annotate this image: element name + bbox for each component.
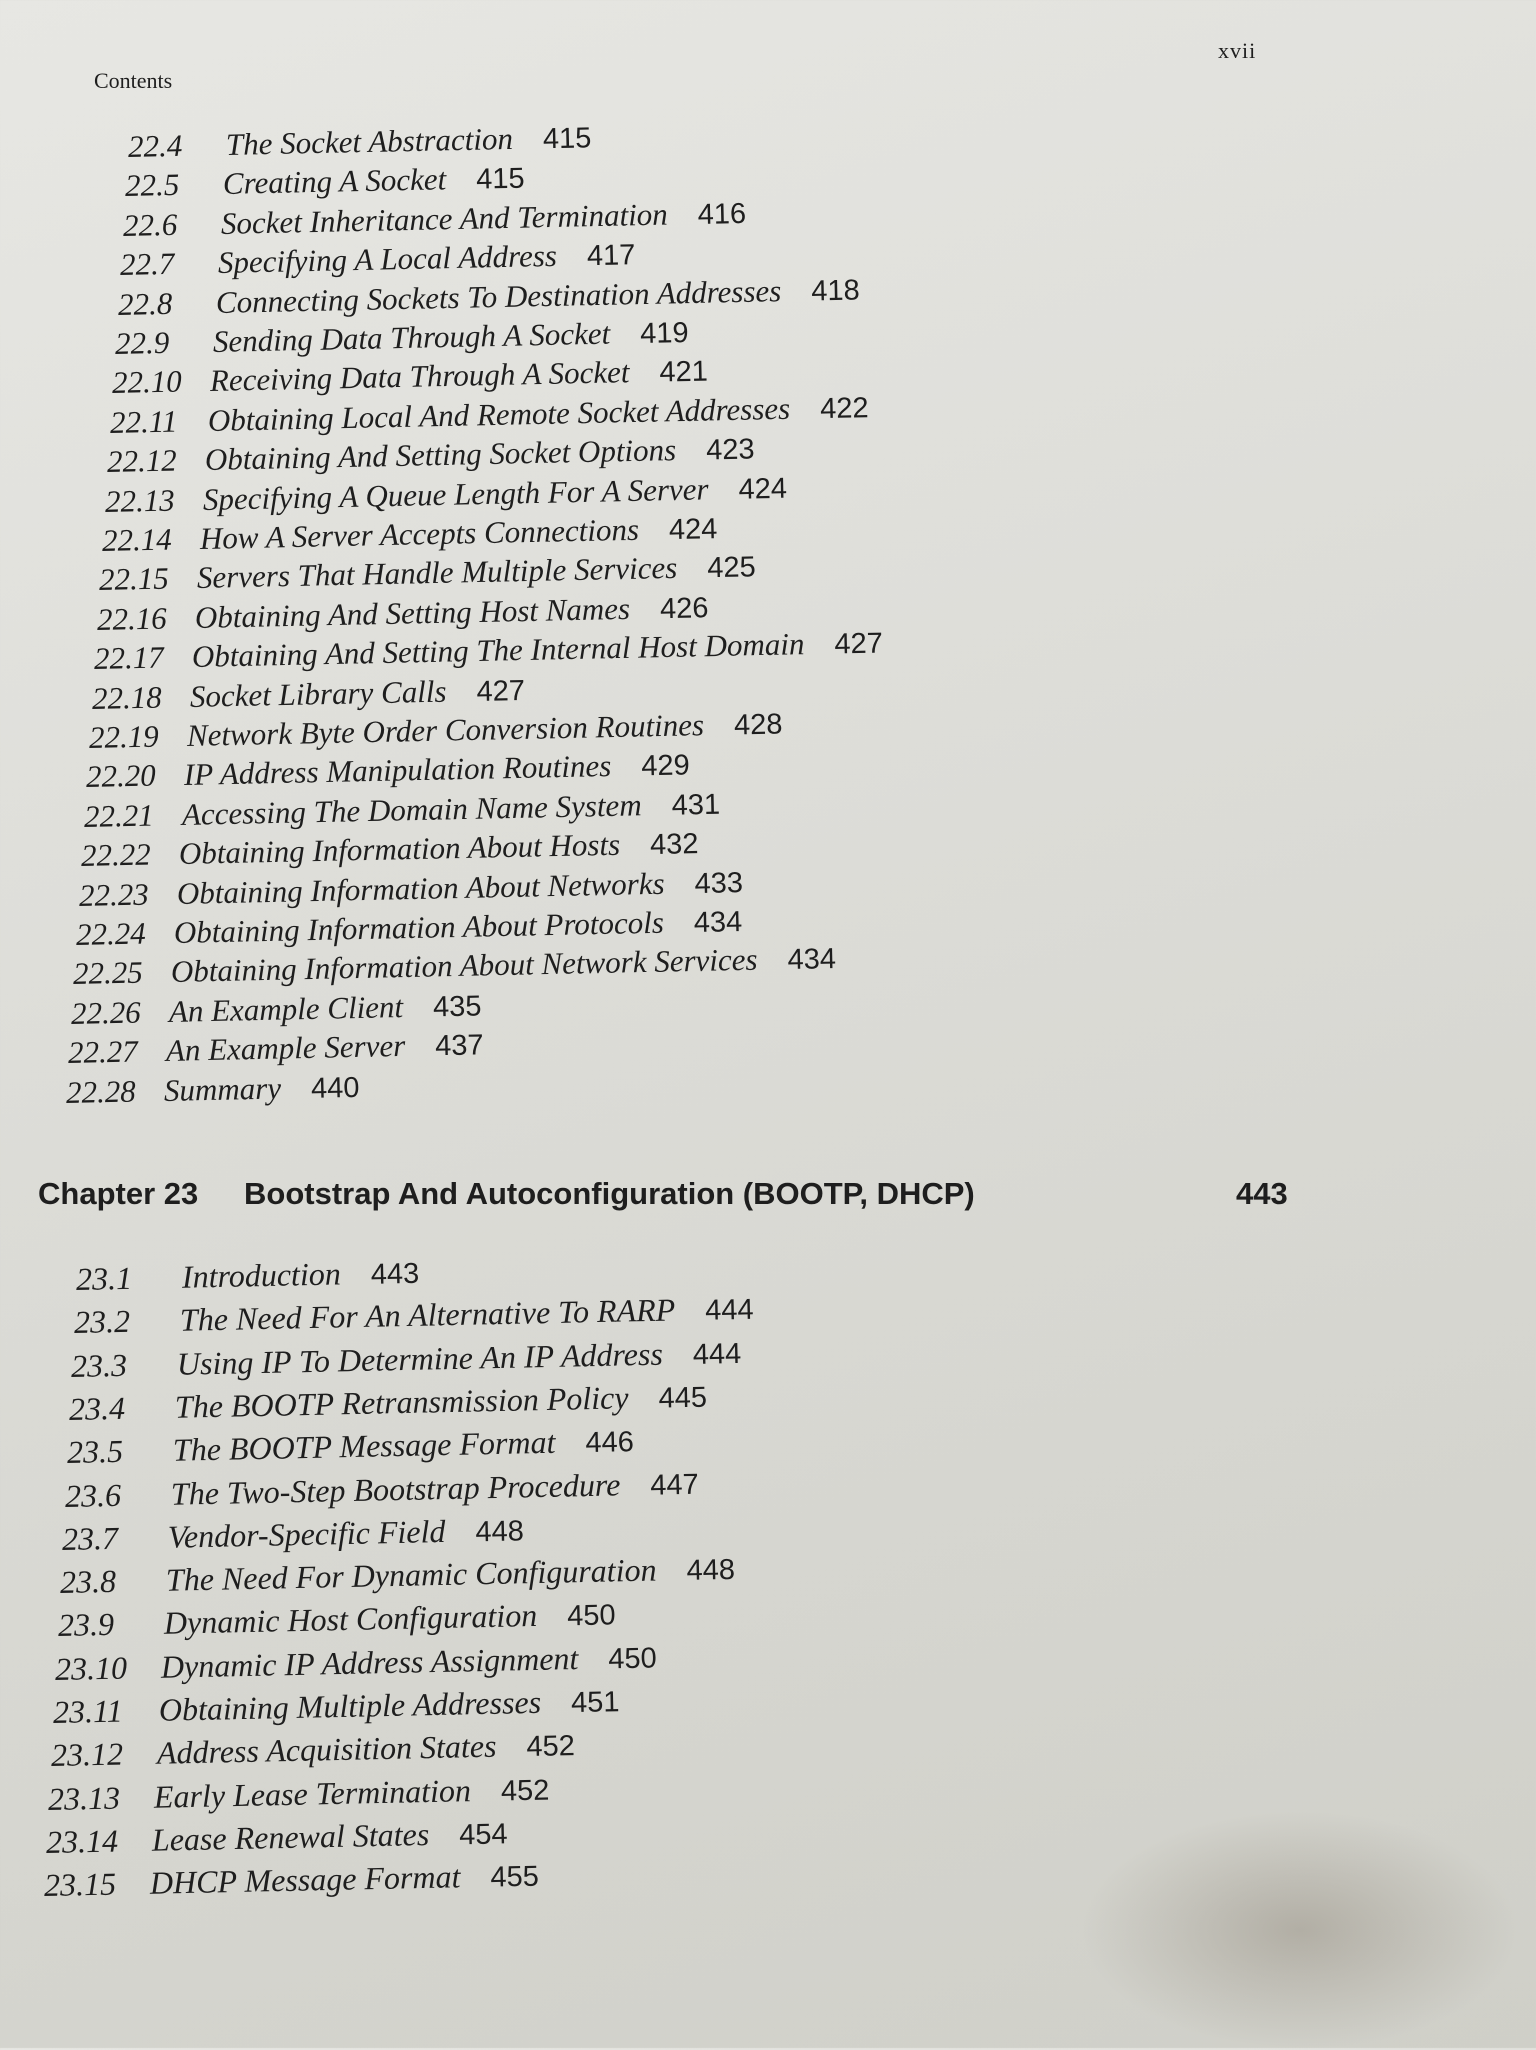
section-number: 23.7	[61, 1519, 119, 1557]
section-number: 23.5	[66, 1433, 124, 1471]
section-number: 22.14	[101, 521, 173, 558]
section-number: 22.20	[86, 757, 157, 795]
section-number: 23.9	[57, 1606, 114, 1644]
section-number: 22.23	[78, 876, 149, 913]
section-title: Specifying A Queue Length For A Server	[202, 470, 709, 517]
section-page: 422	[819, 391, 869, 425]
section-page: 454	[458, 1818, 509, 1852]
section-number: 22.4	[127, 127, 183, 164]
section-page: 448	[686, 1553, 736, 1587]
section-number: 22.6	[122, 206, 178, 243]
section-number: 23.3	[70, 1346, 128, 1384]
toc-entry	[71, 1335, 742, 1385]
section-number: 23.6	[64, 1476, 121, 1514]
running-head: Contents	[94, 68, 173, 93]
section-title: Obtaining And Setting The Internal Host Domain	[191, 626, 805, 675]
section-number: 23.14	[45, 1822, 119, 1860]
section-number: 22.28	[65, 1073, 136, 1110]
section-title: Specifying A Local Address	[217, 238, 558, 281]
section-title: An Example Server	[165, 1028, 406, 1069]
section-page: 427	[834, 627, 884, 661]
section-title: Obtaining Information About Hosts	[178, 826, 621, 872]
section-page: 448	[475, 1515, 525, 1549]
toc-entry	[76, 1255, 420, 1298]
section-title: Connecting Sockets To Destination Addresses	[215, 272, 782, 320]
section-number: 23.13	[47, 1779, 121, 1817]
section-page: 437	[435, 1029, 485, 1063]
section-page: 451	[570, 1686, 620, 1720]
section-title: Obtaining Multiple Addresses	[158, 1683, 542, 1728]
section-page: 416	[697, 197, 747, 231]
section-page: 418	[810, 274, 860, 308]
section-page: 415	[542, 122, 592, 156]
section-title: The BOOTP Message Format	[172, 1423, 556, 1468]
section-title: The Need For Dynamic Configuration	[165, 1551, 657, 1598]
section-title: IP Address Manipulation Routines	[183, 748, 613, 793]
section-page: 444	[704, 1294, 754, 1328]
section-title: Introduction	[181, 1255, 342, 1295]
section-title: Servers That Handle Multiple Services	[196, 550, 679, 596]
toc-entry	[57, 1597, 615, 1645]
section-page: 421	[659, 355, 709, 389]
section-number: 22.15	[99, 560, 170, 598]
toc-entry	[64, 1465, 698, 1514]
section-page: 447	[649, 1468, 699, 1502]
section-page: 415	[476, 163, 526, 197]
toc-entry	[48, 1771, 550, 1817]
section-page: 434	[693, 906, 743, 940]
section-title: Lease Renewal States	[151, 1815, 430, 1858]
section-number: 22.5	[125, 167, 180, 204]
section-page: 450	[566, 1599, 616, 1633]
section-title: Receiving Data Through A Socket	[209, 354, 631, 399]
toc-entry	[69, 1379, 708, 1428]
section-page: 431	[671, 788, 721, 822]
section-page: 444	[692, 1337, 742, 1371]
section-title: Accessing The Domain Name System	[181, 787, 642, 832]
toc-entry	[62, 1512, 525, 1558]
section-number: 23.15	[43, 1865, 117, 1904]
section-title: An Example Client	[168, 988, 404, 1029]
section-title: Creating A Socket	[222, 161, 447, 202]
section-number: 22.13	[104, 482, 175, 519]
section-title: Summary	[163, 1070, 282, 1108]
section-number: 22.8	[117, 285, 173, 322]
section-number: 23.8	[59, 1562, 117, 1601]
toc-entry	[50, 1727, 575, 1774]
section-page: 446	[584, 1426, 634, 1460]
toc-entry	[55, 1639, 657, 1688]
section-number: 23.4	[68, 1389, 126, 1427]
section-title: Address Acquisition States	[156, 1727, 497, 1772]
section-title: Obtaining Local And Remote Socket Addresses	[207, 390, 791, 438]
section-page: 440	[310, 1071, 360, 1105]
section-title: How A Server Accepts Connections	[199, 511, 640, 556]
toc-entry	[73, 1291, 753, 1341]
section-number: 23.2	[73, 1303, 131, 1341]
section-number: 22.18	[91, 679, 162, 716]
section-page: 429	[641, 749, 691, 783]
section-page: 424	[737, 472, 787, 506]
section-title: Obtaining Information About Networks	[176, 865, 665, 911]
section-title: Early Lease Termination	[153, 1771, 472, 1815]
section-number: 22.25	[73, 954, 144, 992]
section-page: 455	[489, 1860, 539, 1894]
section-number: 22.19	[88, 718, 160, 755]
section-page: 419	[639, 316, 689, 350]
section-number: 22.24	[75, 915, 147, 952]
section-title: The Socket Abstraction	[225, 120, 514, 162]
section-title: Dynamic IP Address Assignment	[160, 1639, 579, 1685]
section-number: 22.10	[112, 363, 183, 401]
section-page: 443	[370, 1257, 420, 1291]
section-page: 423	[706, 433, 756, 467]
section-page: 435	[432, 990, 482, 1024]
section-page: 450	[608, 1642, 658, 1676]
section-number: 22.26	[70, 994, 141, 1031]
toc-entry	[43, 1858, 539, 1904]
section-number: 23.10	[54, 1649, 128, 1687]
section-number: 22.17	[93, 639, 165, 677]
section-title: Dynamic Host Configuration	[163, 1597, 538, 1642]
section-title: The BOOTP Retransmission Policy	[174, 1379, 629, 1425]
section-page: 424	[668, 513, 718, 547]
section-number: 22.9	[114, 324, 170, 361]
section-page: 428	[733, 708, 783, 742]
section-page: 434	[787, 943, 837, 977]
toc-entry	[60, 1551, 736, 1601]
section-page: 426	[659, 591, 709, 625]
section-number: 23.12	[50, 1735, 124, 1774]
section-title: Socket Inheritance And Termination	[220, 196, 668, 241]
section-title: The Two-Step Bootstrap Procedure	[170, 1465, 621, 1512]
section-page: 452	[525, 1730, 575, 1764]
toc-entry	[53, 1683, 620, 1731]
toc-entry	[66, 1423, 634, 1471]
section-page: 432	[649, 828, 700, 862]
chapter-page: 443	[1236, 1176, 1288, 1211]
chapter-title: Bootstrap And Autoconfiguration (BOOTP, DHCP)	[244, 1176, 975, 1211]
section-title: The Need For An Alternative To RARP	[179, 1291, 676, 1339]
section-title: Obtaining Information About Protocols	[173, 904, 665, 950]
section-page: 452	[501, 1774, 551, 1808]
section-number: 22.11	[109, 403, 178, 440]
section-page: 425	[707, 551, 757, 585]
section-title: Network Byte Order Conversion Routines	[186, 707, 705, 753]
section-number: 23.11	[52, 1692, 123, 1730]
section-number: 23.1	[75, 1259, 133, 1297]
section-page: 417	[586, 239, 636, 273]
section-title: Obtaining And Setting Host Names	[194, 590, 631, 635]
section-title: Vendor-Specific Field	[167, 1512, 446, 1555]
page-number: xvii	[1218, 38, 1257, 63]
section-page: 433	[693, 866, 743, 900]
section-title: Using IP To Determine An IP Address	[176, 1335, 664, 1382]
section-title: Sending Data Through A Socket	[212, 315, 611, 359]
section-number: 22.22	[80, 836, 152, 874]
toc-entry	[46, 1815, 508, 1861]
section-title: Socket Library Calls	[189, 673, 447, 714]
section-number: 22.7	[119, 246, 175, 283]
chapter-label: Chapter 23	[38, 1176, 199, 1211]
section-title: DHCP Message Format	[149, 1858, 461, 1901]
section-number: 22.21	[83, 797, 154, 834]
section-number: 22.27	[67, 1033, 139, 1071]
section-title: Obtaining Information About Network Services	[170, 942, 759, 990]
section-title: Obtaining And Setting Socket Options	[204, 432, 677, 478]
section-page: 445	[658, 1381, 708, 1415]
section-number: 22.12	[106, 442, 178, 480]
section-number: 22.16	[96, 600, 167, 637]
section-page: 427	[475, 674, 525, 708]
